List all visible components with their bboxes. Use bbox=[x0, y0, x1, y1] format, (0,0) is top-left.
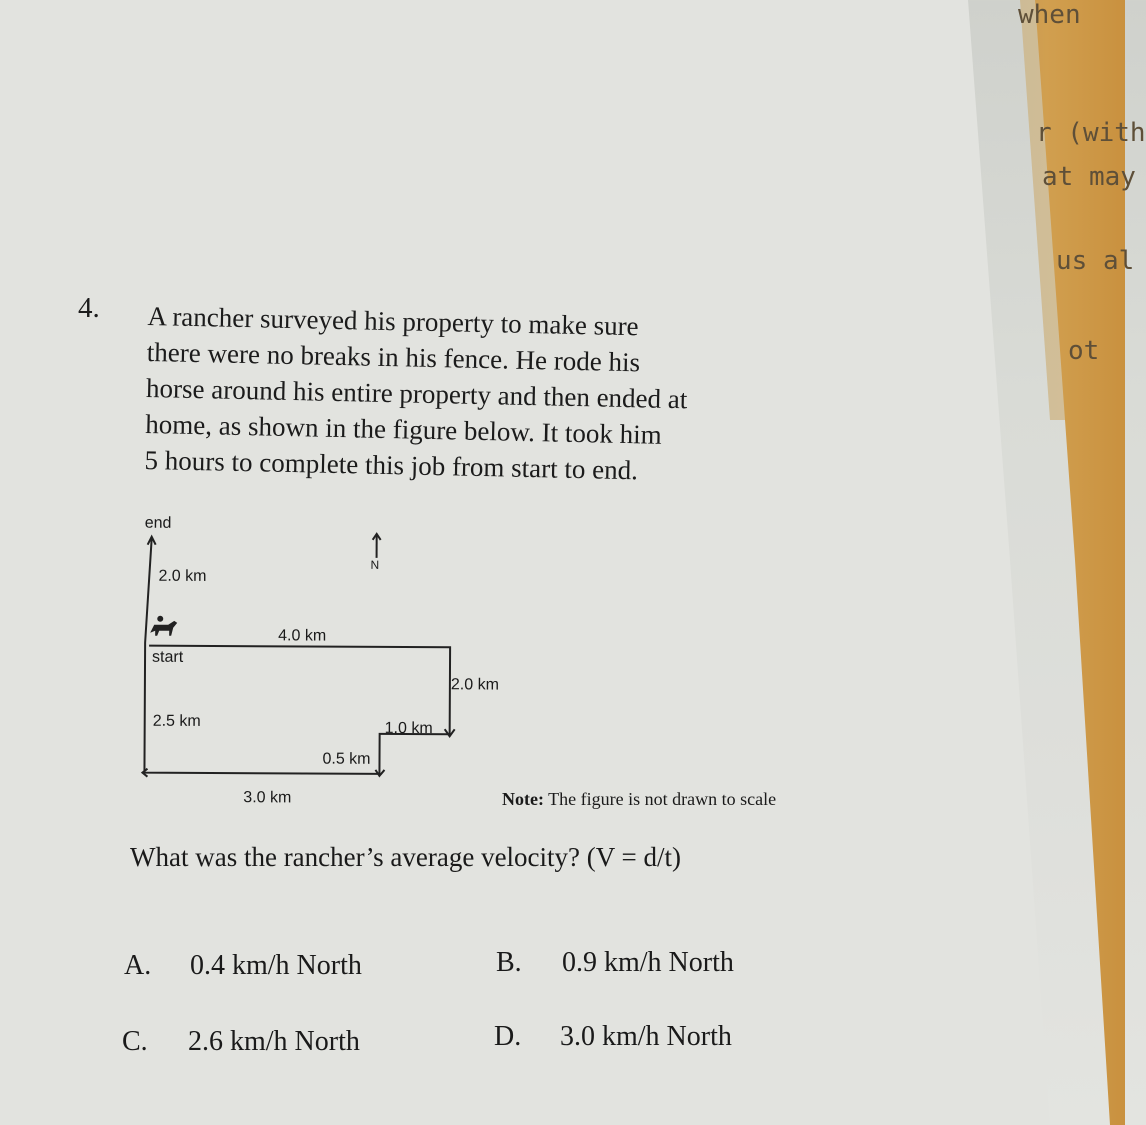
question-stem bbox=[144, 298, 828, 492]
segment-label: 1.0 km bbox=[384, 719, 433, 738]
choice-d[interactable] bbox=[494, 1021, 732, 1053]
start-label: start bbox=[152, 648, 184, 666]
segment-label: 2.0 km bbox=[158, 567, 207, 585]
segment-label: 3.0 km bbox=[243, 789, 292, 807]
question-number: 4. bbox=[78, 292, 100, 324]
choice-letter: A. bbox=[124, 950, 152, 981]
stem-line: A rancher surveyed his property to make sure bbox=[147, 300, 639, 342]
margin-note: when bbox=[1018, 0, 1081, 30]
choice-b[interactable] bbox=[496, 947, 734, 979]
margin-note: ot bbox=[1068, 336, 1100, 366]
margin-note: at may bbox=[1042, 162, 1136, 192]
choice-text: 0.9 km/h North bbox=[562, 947, 734, 978]
choice-a[interactable] bbox=[124, 950, 362, 982]
note-bold: Note: bbox=[502, 789, 544, 809]
choice-c[interactable] bbox=[122, 1026, 360, 1058]
note-text: The figure is not drawn to scale bbox=[543, 789, 777, 809]
stem-line: home, as shown in the figure below. It took him bbox=[145, 408, 662, 450]
segment-label: 2.5 km bbox=[152, 712, 201, 730]
segment-label: 4.0 km bbox=[278, 627, 327, 645]
question-prompt: What was the rancher’s average velocity? (V = d/t) bbox=[130, 842, 681, 872]
figure-note bbox=[502, 789, 776, 810]
choice-letter: C. bbox=[122, 1026, 148, 1057]
north-label: N bbox=[370, 557, 380, 572]
choice-letter: B. bbox=[496, 947, 522, 978]
horse-rider-icon bbox=[150, 616, 177, 636]
stem-line: horse around his entire property and then ended at bbox=[145, 372, 688, 415]
segment-label: 0.5 km bbox=[322, 750, 371, 768]
path-diagram bbox=[139, 511, 661, 824]
margin-note: us al bbox=[1056, 246, 1135, 276]
stem-line: 5 hours to complete this job from start to end. bbox=[144, 444, 639, 486]
segment-label: 2.0 km bbox=[450, 676, 499, 694]
stem-line: there were no breaks in his fence. He rode his bbox=[146, 336, 641, 378]
choice-text: 3.0 km/h North bbox=[560, 1021, 732, 1052]
choice-text: 2.6 km/h North bbox=[188, 1026, 360, 1057]
choice-letter: D. bbox=[494, 1021, 522, 1052]
margin-note: r (with bbox=[1036, 118, 1146, 148]
end-label: end bbox=[144, 514, 172, 532]
choice-text: 0.4 km/h North bbox=[190, 950, 362, 981]
